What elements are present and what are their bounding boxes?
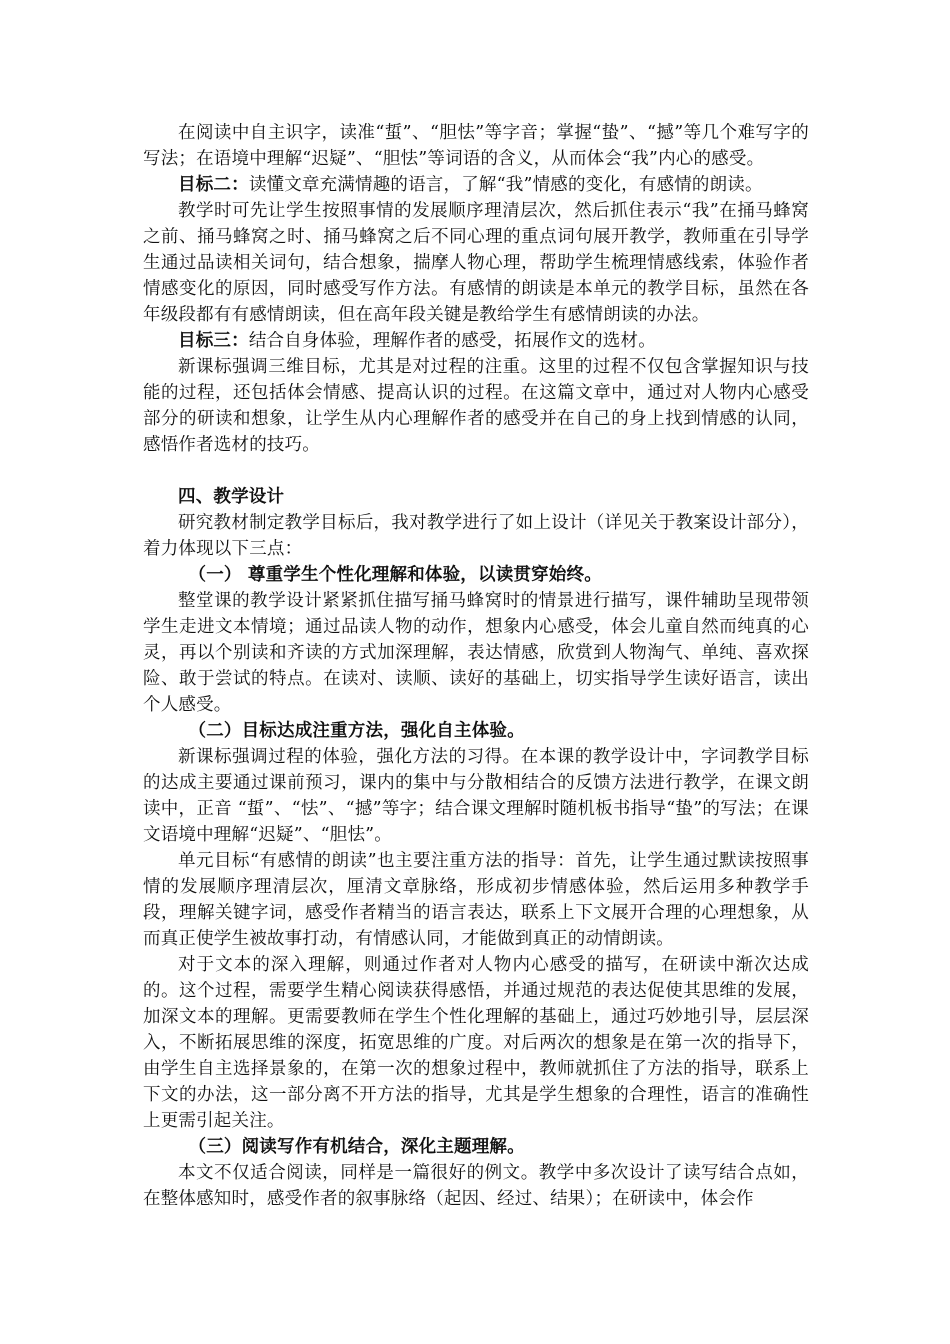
document-body bbox=[143, 120, 809, 1212]
section-gap bbox=[143, 458, 809, 484]
paragraph-design-three: 本文不仅适合阅读，同样是一篇很好的例文。教学中多次设计了读写结合点如，在整体感知时，感受作者的叙事脉络（起因、经过、结果）；在研读中，体会作 bbox=[143, 1163, 809, 1209]
paragraph-design-two-b: 单元目标“有感情的朗读”也主要注重方法的指导：首先，让学生通过默读按照事情的发展顺序理清层次，厘清文章脉络，形成初步情感体验，然后运用多种教学手段，理解关键字词，感受作者精当的语言表达，联系上下文展开合理的心理想象，从而真正使学生被故事打动，有情感认同，才能做到真正的动情朗读。 bbox=[143, 851, 809, 949]
paragraph-goal2-detail: 教学时可先让学生按照事情的发展顺序理清层次，然后抓住表示“我”在捅马蜂窝之前、捅马蜂窝之时、捅马蜂窝之后不同心理的重点词句展开教学，教师重在引导学生通过品读相关词句，结合想象，揣摩人物心理，帮助学生梳理情感线索，体验作者情感变化的原因，同时感受写作方法。有感情的朗读是本单元的教学目标，虽然在各年级段都有有感情朗读，但在高年段关键是教给学生有感情朗读的办法。 bbox=[143, 201, 809, 325]
goal-three bbox=[143, 328, 809, 354]
subheading-two: （二）目标达成注重方法，强化自主体验。 bbox=[188, 721, 525, 741]
goal-two-text: 读懂文章充满情趣的语言，了解“我”情感的变化，有感情的朗读。 bbox=[248, 175, 763, 195]
goal-two bbox=[143, 172, 809, 198]
paragraph-design-intro: 研究教材制定教学目标后，我对教学进行了如上设计（详见关于教案设计部分），着力体现以下三点： bbox=[143, 513, 809, 559]
paragraph-design-one: 整堂课的教学设计紧紧抓住描写捅马蜂窝时的情景进行描写，课件辅助呈现带领学生走进文本情境；通过品读人物的动作，想象内心感受，体会儿童自然而纯真的心灵，再以个别读和齐读的方式加深理解，表达情感，欣赏到人物淘气、单纯、喜欢探险、敢于尝试的特点。在读对、读顺、读好的基础上，切实指导学生读好语言，读出个人感受。 bbox=[143, 591, 809, 715]
paragraph-goal1-detail: 在阅读中自主识字，读准“蜇”、“胆怯”等字音；掌握“蛰”、“撼”等几个难写字的写法；在语境中理解“迟疑”、“胆怯”等词语的含义，从而体会“我”内心的感受。 bbox=[143, 123, 809, 169]
goal-three-text: 结合自身体验，理解作者的感受，拓展作文的选材。 bbox=[248, 331, 656, 351]
subheading-one: （一） 尊重学生个性化理解和体验，以读贯穿始终。 bbox=[188, 565, 602, 585]
paragraph-goal3-detail: 新课标强调三维目标，尤其是对过程的注重。这里的过程不仅包含掌握知识与技能的过程，还包括体会情感、提高认识的过程。在这篇文章中，通过对人物内心感受部分的研读和想象，让学生从内心理解作者的感受并在自己的身上找到情感的认同，感悟作者选材的技巧。 bbox=[143, 357, 809, 455]
paragraph-design-two-a: 新课标强调过程的体验，强化方法的习得。在本课的教学设计中，字词教学目标的达成主要通过课前预习，课内的集中与分散相结合的反馈方法进行教学，在课文朗读中，正音 “蜇”、“怯”、“撼”等字；结合课文理解时随机板书指导“蛰”的写法；在课文语境中理解“迟疑”、“胆怯”。 bbox=[143, 747, 809, 845]
section-heading-teaching-design: 四、教学设计 bbox=[178, 487, 285, 507]
goal-three-label: 目标三： bbox=[178, 331, 249, 351]
paragraph-design-two-c: 对于文本的深入理解，则通过作者对人物内心感受的描写，在研读中渐次达成的。这个过程，需要学生精心阅读获得感悟，并通过规范的表达促使其思维的发展，加深文本的理解。更需要教师在学生个性化理解的基础上，通过巧妙地引导，层层深入，不断拓展思维的深度，拓宽思维的广度。对后两次的想象是在第一次的指导下，由学生自主选择景象的，在第一次的想象过程中，教师就抓住了方法的指导，联系上下文的办法，这一部分离不开方法的指导，尤其是学生想象的合理性，语言的准确性上更需引起关注。 bbox=[143, 955, 809, 1131]
subheading-three: （三）阅读写作有机结合，深化主题理解。 bbox=[188, 1137, 525, 1157]
goal-two-label: 目标二： bbox=[178, 175, 249, 195]
